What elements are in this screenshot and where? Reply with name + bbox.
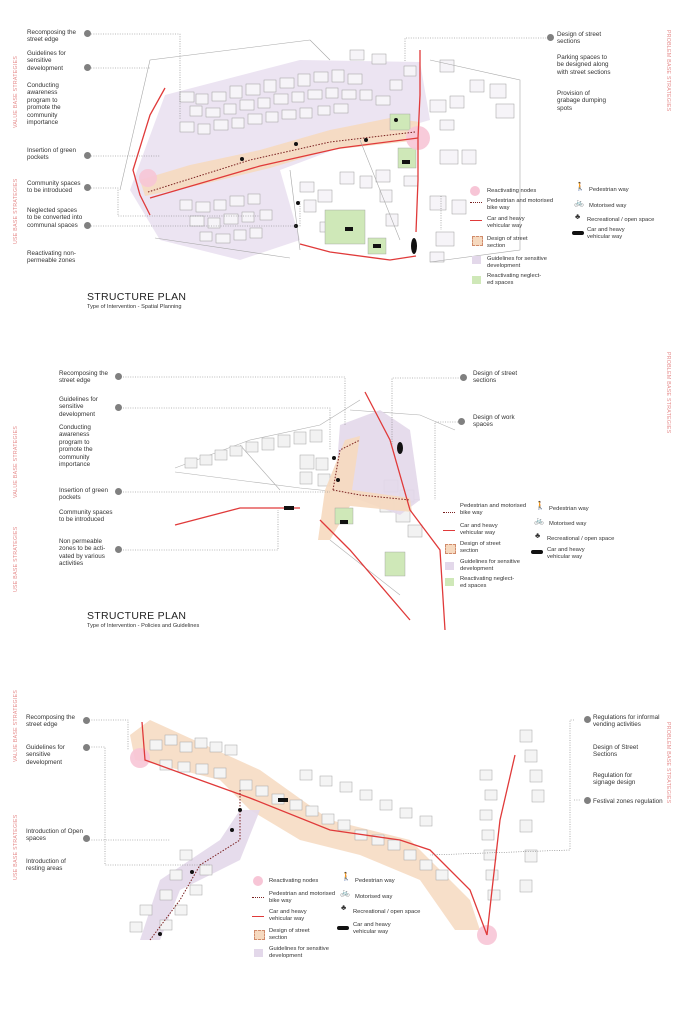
- legend-street-section: Design of street section: [487, 236, 528, 249]
- legend-swatch-guidelines: [254, 949, 263, 957]
- legend-car-heavy: Car and heavy vehicular way: [587, 227, 625, 240]
- legend-motorised: Motorised way: [549, 521, 587, 527]
- leader-lines: [0, 0, 683, 330]
- legend-swatch-node: [470, 186, 480, 196]
- bullet-dot: [115, 546, 122, 553]
- bicycle-icon: 🚲: [534, 516, 544, 525]
- legend-swatch-guidelines: [472, 256, 481, 264]
- label-work-spaces: Design of work spaces: [473, 414, 515, 429]
- legend-neglected: Reactivating neglect- ed spaces: [487, 273, 542, 286]
- side-label-problem: PROBLEM BASE STRATEGIES: [665, 722, 671, 804]
- tree-icon: ♣: [575, 212, 581, 221]
- tree-icon: ♣: [535, 531, 541, 540]
- legend-car-heavy: Car and heavy vehicular way: [547, 547, 585, 560]
- pedestrian-icon: 🚶: [575, 182, 585, 191]
- legend-swatch-bike: [470, 202, 482, 203]
- bullet-dot: [83, 835, 90, 842]
- label-festival: Festival zones regulation: [593, 798, 663, 805]
- label-green-pockets: Insertion of green pockets: [59, 487, 109, 502]
- legend-car-way: Car and heavy vehicular way: [487, 216, 525, 229]
- label-street-sections: Design of street sections: [473, 370, 518, 385]
- label-awareness: Conducting awareness program to promote the community importance: [27, 82, 61, 127]
- legend-swatch-node: [253, 876, 263, 886]
- label-community-spaces: Community spaces to be introduced: [27, 180, 81, 195]
- legend-recreational: Recreational / open space: [587, 217, 655, 223]
- bullet-dot: [83, 717, 90, 724]
- label-vending: Regulations for informal vending activities: [593, 714, 660, 729]
- car-icon: [572, 231, 584, 235]
- legend-pedestrian: Pedestrian way: [355, 878, 395, 884]
- side-label-value: VALUE BASE STRATEGIES: [13, 425, 19, 498]
- label-street-sections: Design of street sections: [557, 31, 602, 46]
- legend-guidelines: Guidelines for sensitive development: [269, 946, 329, 959]
- label-neglected-spaces: Neglected spaces to be converted into communal spaces: [27, 207, 83, 229]
- legend-swatch-car: [470, 220, 482, 221]
- car-icon: [337, 926, 349, 930]
- structure-plan-policies-panel: [0, 340, 683, 640]
- side-label-use: USE BASE STRATEGIES: [13, 178, 19, 244]
- page-title: STRUCTURE PLAN: [87, 291, 187, 303]
- label-parking: Parking spaces to be designed along with street sections: [557, 54, 611, 76]
- label-recomposing-street-edge: Recomposing the street edge: [27, 29, 77, 44]
- side-label-problem: PROBLEM BASE STRATEGIES: [665, 30, 671, 112]
- bullet-dot: [84, 64, 91, 71]
- legend-swatch-car: [252, 916, 264, 917]
- label-non-permeable: Reactivating non-permeable zones: [27, 250, 77, 265]
- structure-plan-regulation-panel: [0, 690, 683, 1024]
- legend-swatch-bike: [443, 512, 455, 513]
- bullet-dot: [460, 374, 467, 381]
- legend-recreational: Recreational / open space: [547, 536, 615, 542]
- label-guidelines: Guidelines for sensitive development: [26, 744, 65, 766]
- bullet-dot: [458, 418, 465, 425]
- legend-street-section: Design of street section: [269, 928, 310, 941]
- label-recomposing-street-edge: Recomposing the street edge: [26, 714, 76, 729]
- pedestrian-icon: 🚶: [535, 501, 545, 510]
- legend-swatch-neglected: [472, 276, 481, 284]
- pedestrian-icon: 🚶: [341, 872, 351, 881]
- side-label-use: USE BASE STRATEGIES: [13, 814, 19, 880]
- bullet-dot: [84, 30, 91, 37]
- legend-swatch-street: [445, 544, 456, 554]
- bullet-dot: [115, 373, 122, 380]
- label-guidelines: Guidelines for sensitive development: [59, 396, 98, 418]
- bullet-dot: [84, 184, 91, 191]
- legend-guidelines: Guidelines for sensitive development: [460, 559, 520, 572]
- side-label-value: VALUE BASE STRATEGIES: [13, 689, 19, 762]
- legend-reactivating-nodes: Reactivating nodes: [487, 188, 537, 194]
- legend-neglected: Reactivating neglect- ed spaces: [460, 576, 515, 589]
- label-street-sections: Design of Street Sections: [593, 744, 639, 759]
- bullet-dot: [84, 222, 91, 229]
- bullet-dot: [83, 744, 90, 751]
- legend-car-way: Car and heavy vehicular way: [269, 909, 307, 922]
- label-resting-areas: Introduction of resting areas: [26, 858, 66, 873]
- side-label-problem: PROBLEM BASE STRATEGIES: [665, 352, 671, 434]
- car-icon: [531, 550, 543, 554]
- page-title: STRUCTURE PLAN: [87, 610, 187, 622]
- label-community-spaces: Community spaces to be introduced: [59, 509, 113, 524]
- label-awareness: Conducting awareness program to promote the community importance: [59, 424, 93, 469]
- legend-pedestrian: Pedestrian way: [589, 187, 629, 193]
- label-recomposing-street-edge: Recomposing the street edge: [59, 370, 109, 385]
- legend-swatch-car: [443, 530, 455, 531]
- label-garbage: Provision of grabage dumping spots: [557, 90, 607, 112]
- bullet-dot: [115, 404, 122, 411]
- legend-bike-way: Pedestrian and motorised bike way: [269, 891, 336, 904]
- legend-swatch-street: [472, 236, 483, 246]
- label-guidelines: Guidelines for sensitive development: [27, 50, 66, 72]
- legend-street-section: Design of street section: [460, 541, 501, 554]
- label-open-spaces: Introduction of Open spaces: [26, 828, 84, 843]
- regulation-plan-map: [0, 690, 683, 1024]
- neglected-spaces: [335, 508, 405, 576]
- label-green-pockets: Insertion of green pockets: [27, 147, 77, 162]
- bullet-dot: [547, 34, 554, 41]
- legend-bike-way: Pedestrian and motorised bike way: [487, 198, 554, 211]
- bullet-dot: [584, 716, 591, 723]
- legend-recreational: Recreational / open space: [353, 909, 421, 915]
- legend-guidelines: Guidelines for sensitive development: [487, 256, 547, 269]
- legend-car-way: Car and heavy vehicular way: [460, 523, 498, 536]
- legend-swatch-street: [254, 930, 265, 940]
- label-non-permeable: Non permeable zones to be acti- vated by various activities: [59, 538, 106, 568]
- side-label-use: USE BASE STRATEGIES: [13, 526, 19, 592]
- structure-plan-spatial-panel: [0, 0, 683, 330]
- bicycle-icon: 🚲: [340, 888, 350, 897]
- reactivating-node: [130, 748, 150, 768]
- legend-reactivating-nodes: Reactivating nodes: [269, 878, 319, 884]
- label-signage: Regulation for signage design: [593, 772, 636, 787]
- legend-motorised: Motorised way: [589, 203, 627, 209]
- legend-bike-way: Pedestrian and motorised bike way: [460, 503, 527, 516]
- bicycle-icon: 🚲: [574, 198, 584, 207]
- legend-motorised: Motorised way: [355, 894, 393, 900]
- bullet-dot: [584, 797, 591, 804]
- bullet-dot: [115, 488, 122, 495]
- page-subtitle: Type of Intervention - Spatial Planning: [87, 304, 182, 310]
- legend-swatch-bike: [252, 897, 264, 898]
- legend-swatch-neglected: [445, 578, 454, 586]
- bullet-dot: [84, 152, 91, 159]
- legend-pedestrian: Pedestrian way: [549, 506, 589, 512]
- legend-swatch-guidelines: [445, 562, 454, 570]
- tree-icon: ♣: [341, 903, 347, 912]
- page-subtitle: Type of Intervention - Policies and Guidelines: [87, 623, 200, 629]
- legend-car-heavy: Car and heavy vehicular way: [353, 922, 391, 935]
- side-label-value: VALUE BASE STRATEGIES: [13, 55, 19, 128]
